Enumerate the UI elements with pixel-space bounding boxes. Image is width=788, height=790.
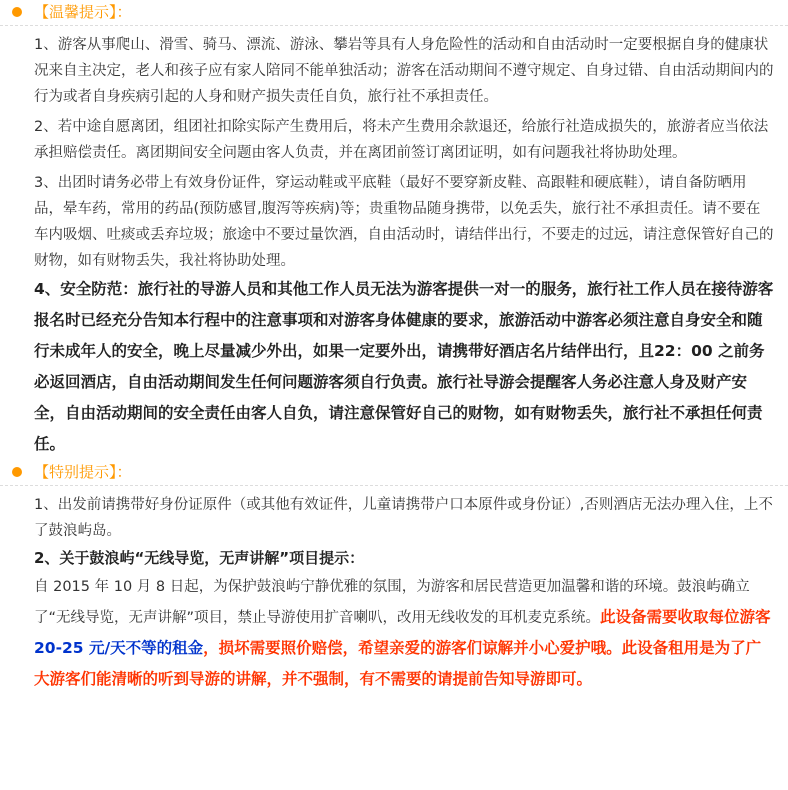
warm-tips-heading-text: 【温馨提示】： (34, 3, 132, 21)
special-tips-heading (0, 460, 788, 488)
section-divider (0, 25, 788, 26)
warm-tip-2: 2、若中途自愿离团，组团社扣除实际产生费用后，将未产生费用余款退还，给旅行社造成损失的，旅游者应当依法承担赔偿责任。离团期间安全问题由客人负责，并在离团前签订离团证明，如有问题我社将协助处理。 (34, 119, 769, 161)
bullet-dot-icon (12, 7, 22, 17)
special-tips-heading-text: 【特别提示】： (34, 463, 132, 481)
bullet-dot-icon (12, 467, 22, 477)
warm-tip-safety: 4、安全防范：旅行社的导游人员和其他工作人员无法为游客提供一对一的服务，旅行社工作人员在接待游客报名时已经充分告知本行程中的注意事项和对游客身体健康的要求，旅游活动中游客必须注意自身安全和随行未成年人的安全，晚上尽量减少外出，如果一定要外出，请携带好酒店名片结伴出行，且22：00 之前务必返回酒店，自由活动期间发生任何问题游客须自行负责。旅行社导游会提醒客人务必注意人身及财产安全，自由活动期间的安全责任由客人自负，请注意保管好自己的财物，如有财物丢失，旅行社不承担任何责任。 (34, 280, 774, 453)
section-divider (0, 485, 788, 486)
fee-notice-red: 此设备需要收取每位游客 (600, 608, 771, 626)
special-tip-1: 1、出发前请携带好身份证原件（或其他有效证件，儿童请携带户口本原件或身份证）,否则酒店无法办理入住，上不了鼓浪屿岛。 (34, 497, 773, 539)
special-tip-2-title: 2、关于鼓浪屿“无线导览，无声讲解”项目提示： (34, 549, 365, 567)
special-tip-2-text: 自 2015 年 10 月 8 日起，为保护鼓浪屿宁静优雅的氛围，为游客和居民营造更加温馨和谐的环境。鼓浪屿确立了“无线导览，无声讲解”项目，禁止导游使用扩音喇叭，改用无线收发的耳机麦克系统。 (34, 579, 750, 626)
special-tip-2-body (0, 572, 788, 695)
warm-tip-3: 3、出团时请务必带上有效身份证件，穿运动鞋或平底鞋（最好不要穿新皮鞋、高跟鞋和硬底鞋），请自备防晒用品，晕车药，常用的药品(预防感冒,腹泻等疾病)等；贵重物品随身携带，以免丢失，旅行社不承担责任。请不要在车内吸烟、吐痰或丢弃垃圾；旅途中不要过量饮酒，自由活动时，请结伴出行，不要走的过远，请注意保管好自己的财物，如有财物丢失，我社将协助处理。 (34, 175, 774, 269)
fee-amount: 20-25 元/天不等的租金 (34, 639, 204, 657)
fee-notice-red-2: ，损坏需要照价赔偿，希望亲爱的游客们谅解并小心爱护哦。此设备租用是为了广大游客们能清晰的听到导游的讲解，并不强制，有不需要的请提前告知导游即可。 (34, 639, 762, 688)
warm-tips-heading (0, 0, 788, 28)
warm-tip-1: 1、游客从事爬山、滑雪、骑马、漂流、游泳、攀岩等具有人身危险性的活动和自由活动时一定要根据自身的健康状况来自主决定，老人和孩子应有家人陪同不能单独活动；游客在活动期间不遵守规定、自身过错、自由活动期间内的行为或者自身疾病引起的人身和财产损失责任自负，旅行社不承担责任。 (34, 37, 774, 105)
